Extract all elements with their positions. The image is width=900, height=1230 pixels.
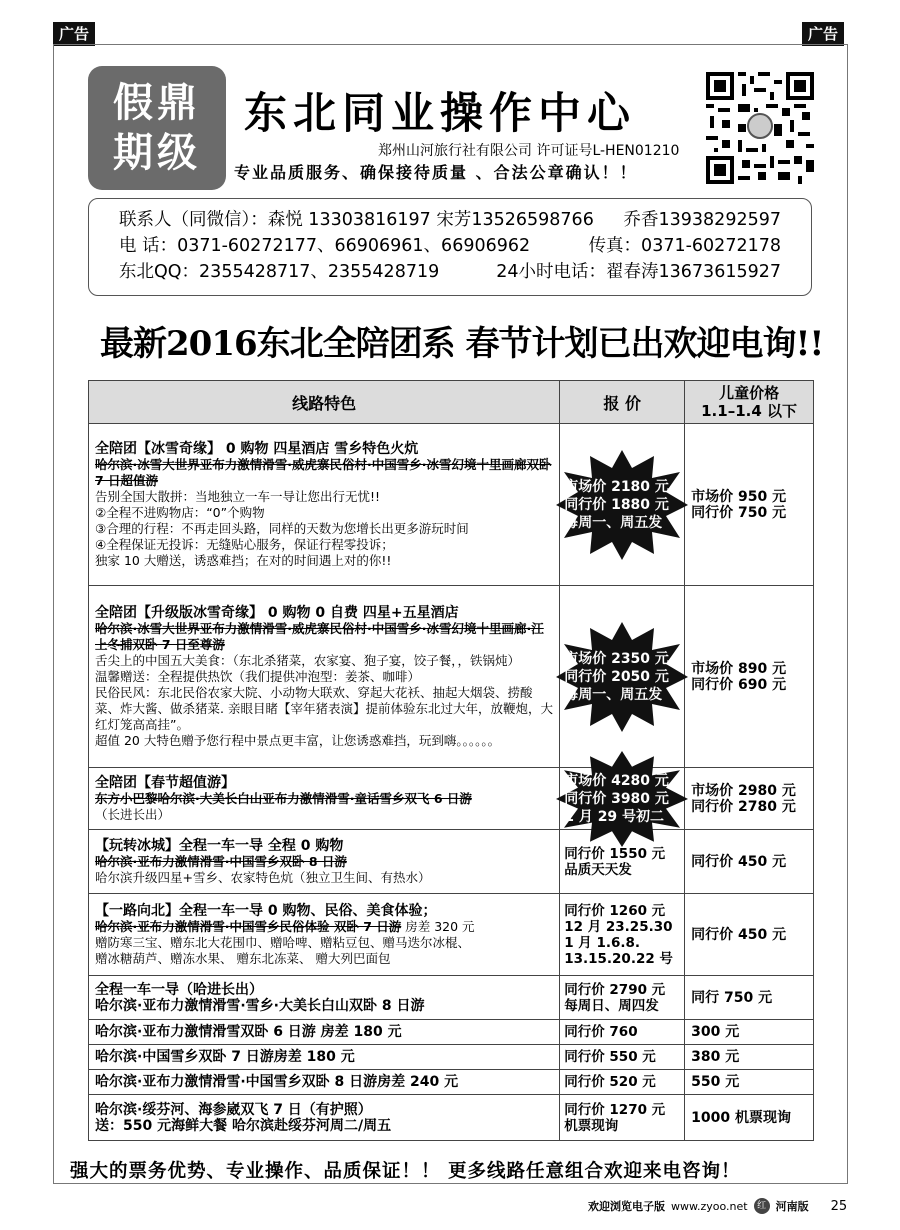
trade-price: 同行价 760 [564, 1024, 638, 1040]
departure: 每周一、周五发 [564, 514, 663, 531]
child-trade-price: 300 元 [691, 1024, 740, 1040]
headline: 最新2016东北全陪团系 春节计划已出欢迎电询!! [100, 324, 824, 364]
logo [88, 66, 226, 190]
route-cell [89, 768, 560, 830]
route-cell [89, 976, 560, 1020]
contact-row-2 [119, 233, 781, 259]
departure-jan: 1 月 1.6.8. [564, 934, 641, 951]
route-title: 全程一车一导（哈进长出） [95, 981, 263, 998]
route-cell [89, 424, 560, 586]
brand-title: 东北同业操作中心 [244, 89, 636, 139]
child-price-cell [685, 1095, 814, 1141]
route-note: 舌尖上的中国五大美食：（东北杀猪菜，农家宴、狍子宴，饺子餐，，铁锅炖） [95, 652, 521, 668]
route-note: ④全程保证无投诉：无缝贴心服务，保证行程零投诉； [95, 536, 394, 552]
child-market-price: 市场价 2980 元 [691, 782, 796, 799]
price-starburst [556, 450, 688, 560]
route-note: 告别全国大散拼：当地独立一车一导让您出行无忧!! [95, 488, 381, 504]
contact-row-3 [119, 259, 781, 285]
market-price: 市场价 2180 元 [564, 478, 669, 495]
ticket-note: 机票现询 [564, 1117, 619, 1134]
trade-price: 同行价 550 元 [564, 1049, 656, 1065]
ad-tag-right: 广告 [802, 22, 844, 46]
route-cell [89, 894, 560, 976]
route-note: （长进长出） [95, 806, 171, 822]
table-row [89, 1045, 814, 1070]
page-number: 25 [830, 1198, 848, 1214]
departure-jan-2: 13.15.20.22 号 [564, 950, 673, 967]
page-info-label: 欢迎浏览电子版 [588, 1200, 665, 1213]
price-cell [560, 424, 685, 586]
logo-line-1: 假鼎 [113, 79, 201, 126]
footer-slogan: 强大的票务优势、专业操作、品质保证！！ 更多线路任意组合欢迎来电咨询！ [70, 1161, 741, 1182]
trade-price: 同行价 1880 元 [564, 496, 669, 513]
contact-box [88, 198, 812, 296]
trade-price: 同行价 520 元 [564, 1074, 656, 1090]
route-itinerary: 哈尔滨·冰雪大世界亚布力激情滑雪·威虎寨民俗村·中国雪乡·冰雪幻境十里画廊·江上冬捕双卧 7 日至尊游 [95, 620, 544, 652]
trade-price: 同行价 2050 元 [564, 668, 669, 685]
page-info [588, 1198, 847, 1214]
table-row [89, 1070, 814, 1095]
route-title: 【玩转冰城】全程一车一导 全程 0 购物 [95, 837, 344, 854]
site-logo-icon: 红 [754, 1198, 770, 1214]
route-title: 哈尔滨·亚布力激情滑雪双卧 6 日游 房差 180 元 [95, 1024, 402, 1040]
departure: 每周日、周四发 [564, 997, 659, 1014]
routes-table [88, 380, 814, 1141]
route-note: 超值 20 大特色赠予您行程中景点更丰富，让您诱惑难挡，玩到嗨。。。。。。 [95, 732, 501, 748]
contact-row-1 [119, 207, 781, 233]
departure: 品质天天发 [564, 861, 632, 878]
contact-hotline: 24小时电话：翟春涛13673615927 [496, 262, 781, 282]
route-note: 独家 10 大赠送，诱惑难挡；在对的时间遇上对的你!! [95, 552, 392, 568]
table-row [89, 976, 814, 1020]
child-trade-price: 同行 750 元 [691, 989, 773, 1006]
table-header [89, 381, 814, 424]
child-market-price: 市场价 890 元 [691, 660, 787, 677]
qr-code-icon [706, 72, 814, 184]
route-itinerary: 哈尔滨·亚布力激情滑雪·中国雪乡双卧 8 日游 [95, 853, 347, 869]
table-row [89, 1020, 814, 1045]
table-row [89, 768, 814, 830]
table-row [89, 830, 814, 894]
edition-label: 河南版 [775, 1200, 809, 1213]
contact-persons: 联系人（同微信）：森悦 13303816197 宋芳13526598766 [119, 210, 594, 230]
route-title: 哈尔滨·亚布力激情滑雪·中国雪乡双卧 8 日游房差 240 元 [95, 1074, 459, 1090]
route-cell [89, 1095, 560, 1141]
price-cell [560, 586, 685, 768]
route-cell [89, 1045, 560, 1070]
room-diff: 房差 320 元 [401, 918, 475, 934]
price-starburst [556, 622, 688, 732]
contact-person-3: 乔香13938292597 [623, 210, 781, 230]
logo-line-2: 期级 [113, 129, 201, 176]
route-note: 民俗民风：东北民俗农家大院、小动物大联欢、穿起大花袄、抽起大烟袋、捞酸菜、炸大酱、做杀猪菜. 亲眼目睹【宰年猪表演】提前体验东北过大年，放鞭炮，大红灯笼高高挂”。 [95, 684, 553, 732]
market-price: 市场价 4280 元 [564, 772, 669, 789]
child-trade-price: 同行价 750 元 [691, 504, 787, 521]
table-row [89, 894, 814, 976]
route-note: ②全程不进购物店：“0”个购物 [95, 504, 265, 520]
header-child-price [685, 381, 814, 424]
child-price-cell [685, 768, 814, 830]
site-url[interactable]: www.zyoo.net [671, 1199, 748, 1213]
departure: 1 月 29 号初二 [564, 808, 665, 825]
price-cell [560, 830, 685, 894]
trade-price: 同行价 3980 元 [564, 790, 669, 807]
child-price-cell [685, 976, 814, 1020]
price-cell [560, 1095, 685, 1141]
trade-price: 同行价 1550 元 [564, 845, 666, 862]
route-itinerary: 哈尔滨·亚布力激情滑雪·雪乡·大美长白山双卧 8 日游 [95, 997, 425, 1014]
ad-tag-left: 广告 [53, 22, 95, 46]
child-price-cell [685, 894, 814, 976]
company-name: 郑州山河旅行社有限公司 许可证号L-HEN01210 [378, 143, 680, 159]
route-note: 送：550 元海鲜大餐 哈尔滨赴绥芬河周二/周五 [95, 1117, 392, 1134]
child-price-cell [685, 424, 814, 586]
route-note: 温馨赠送：全程提供热饮（我们提供冲泡型：姜茶、咖啡） [95, 668, 421, 684]
route-title: 哈尔滨·中国雪乡双卧 7 日游房差 180 元 [95, 1049, 355, 1065]
contact-qq: 东北QQ：2355428717、2355428719 [119, 262, 440, 282]
child-trade-price: 同行价 450 元 [691, 853, 787, 870]
route-note: 赠冰糖葫芦、赠冻水果、 赠东北冻菜、 赠大列巴面包 [95, 950, 391, 966]
table-row [89, 1095, 814, 1141]
route-title: 全陪团【春节超值游】 [95, 774, 235, 791]
price-cell [560, 768, 685, 830]
child-price-cell [685, 830, 814, 894]
route-note: 赠防寒三宝、赠东北大花围巾、赠哈啤、赠粘豆包、赠马迭尔冰棍、 [95, 934, 471, 950]
route-title: 全陪团【升级版冰雪奇缘】 0 购物 0 自费 四星+五星酒店 [95, 604, 459, 621]
contact-phone: 电 话：0371-60272177、66906961、66906962 [119, 236, 531, 256]
departure-dec: 12 月 23.25.30 [564, 918, 673, 935]
route-cell [89, 586, 560, 768]
header-child-age: 1.1–1.4 以下 [701, 402, 797, 420]
child-trade-price: 380 元 [691, 1049, 740, 1065]
route-itinerary: 哈尔滨·冰雪大世界亚布力激情滑雪·威虎寨民俗村·中国雪乡·冰雪幻境十里画廊双卧 7 日超值游 [95, 456, 552, 488]
route-title: 全陪团【冰雪奇缘】 0 购物 四星酒店 雪乡特色火炕 [95, 440, 419, 457]
child-trade-price: 同行价 690 元 [691, 676, 787, 693]
trade-price: 同行价 1260 元 [564, 902, 666, 919]
trade-price: 同行价 2790 元 [564, 981, 666, 998]
route-cell [89, 1020, 560, 1045]
route-note: 哈尔滨升级四星+雪乡、农家特色炕（独立卫生间、有热水） [95, 869, 431, 885]
route-note: ③合理的行程：不再走回头路，同样的天数为您增长出更多游玩时间 [95, 520, 469, 536]
route-cell [89, 1070, 560, 1095]
price-cell [560, 1020, 685, 1045]
price-cell [560, 1045, 685, 1070]
child-price-cell [685, 1045, 814, 1070]
table-row [89, 586, 814, 768]
child-trade-price: 550 元 [691, 1074, 740, 1090]
child-price-cell [685, 1070, 814, 1095]
departure: 每周一、周五发 [564, 686, 663, 703]
slogan: 专业品质服务、确保接待质量 、合法公章确认！！ [234, 163, 638, 182]
header-child-price-label: 儿童价格 [719, 384, 780, 402]
child-market-price: 市场价 950 元 [691, 488, 787, 505]
child-ticket-note: 1000 机票现询 [691, 1109, 791, 1126]
child-price-cell [685, 1020, 814, 1045]
contact-fax: 传真：0371-60272178 [588, 236, 781, 256]
header-route: 线路特色 [89, 381, 560, 424]
route-itinerary: 哈尔滨·亚布力激情滑雪·中国雪乡民俗体验 双卧 7 日游 [95, 918, 402, 934]
route-cell [89, 830, 560, 894]
route-itinerary: 东方小巴黎哈尔滨·大美长白山亚布力激情滑雪·童话雪乡双飞 6 日游 [95, 790, 472, 806]
route-title: 哈尔滨·绥芬河、海参崴双飞 7 日（有护照） [95, 1101, 372, 1118]
price-cell [560, 894, 685, 976]
route-title: 【一路向北】全程一车一导 0 购物、民俗、美食体验； [95, 902, 437, 919]
price-cell [560, 1070, 685, 1095]
header-price: 报 价 [560, 381, 685, 424]
child-trade-price: 同行价 2780 元 [691, 798, 796, 815]
child-price-cell [685, 586, 814, 768]
market-price: 市场价 2350 元 [564, 650, 669, 667]
table-row [89, 424, 814, 586]
child-trade-price: 同行价 450 元 [691, 926, 787, 943]
price-cell [560, 976, 685, 1020]
trade-price: 同行价 1270 元 [564, 1101, 666, 1118]
